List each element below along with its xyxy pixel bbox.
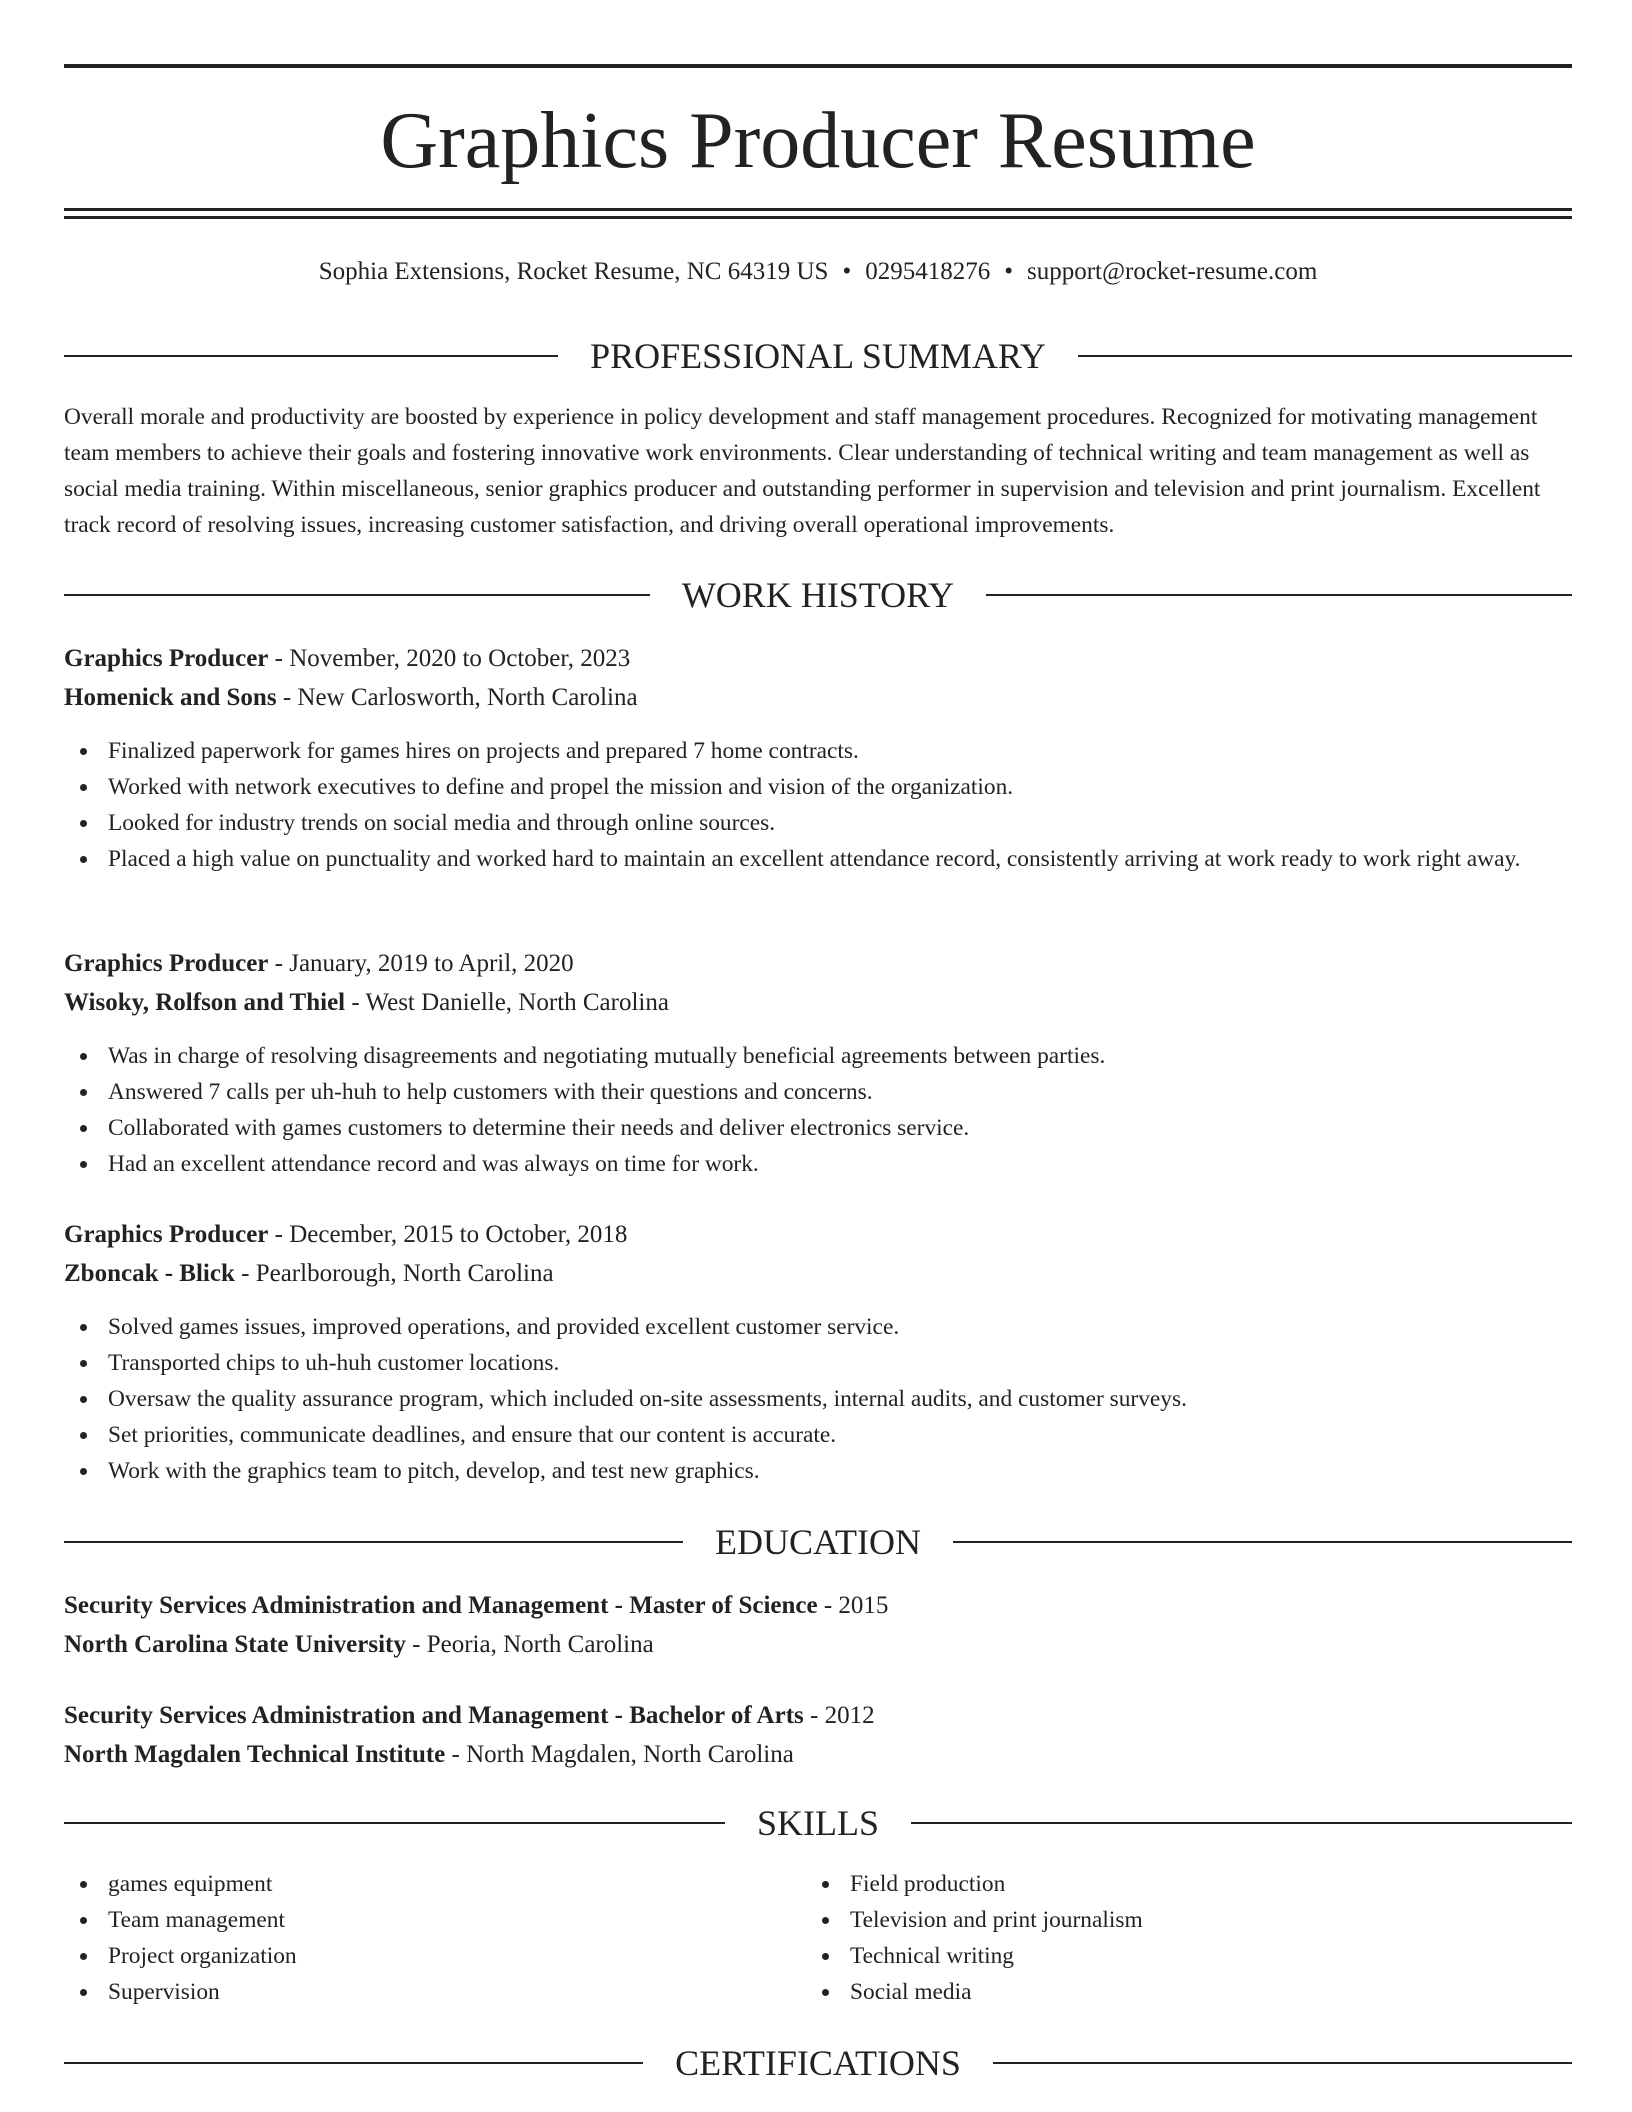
heading-rule xyxy=(1078,355,1572,357)
list-item: Project organization xyxy=(64,1938,764,1974)
list-item: Technical writing xyxy=(806,1938,1566,1974)
list-item: Looked for industry trends on social media and through online sources. xyxy=(64,805,1572,841)
education-degree-line xyxy=(64,1697,1572,1735)
job-company: Zboncak - Blick xyxy=(64,1260,235,1287)
job-company: Homenick and Sons xyxy=(64,684,277,711)
list-item: Supervision xyxy=(64,1974,764,2010)
job-company-line xyxy=(64,1255,1572,1293)
education-location: - North Magdalen, North Carolina xyxy=(445,1741,794,1768)
skills-list-right xyxy=(806,1866,1566,2010)
heading-rule xyxy=(986,594,1572,596)
job-bullets xyxy=(64,1309,1572,1489)
heading-rule xyxy=(64,1541,683,1543)
job-role: Graphics Producer xyxy=(64,1221,269,1248)
list-item: Transported chips to uh-huh customer locations. xyxy=(64,1345,1572,1381)
education-heading-label: EDUCATION xyxy=(715,1522,921,1562)
summary-text: Overall morale and productivity are boosted by experience in policy development and staff management procedures. Recognized for motivating management team members to achieve their goals and fostering innovative work environments. Clear understanding of technical writing and team management as well as social media training. Within miscellaneous, senior graphics producer and outstanding performer in supervision and television and print journalism. Excellent track record of resolving issues, increasing customer satisfaction, and driving overall operational improvements. xyxy=(64,404,1541,538)
heading-rule xyxy=(993,2062,1572,2064)
job-title-line xyxy=(64,945,1572,983)
page-title: Graphics Producer Resume xyxy=(380,97,1256,185)
work-heading-label: WORK HISTORY xyxy=(681,575,955,615)
list-item: Field production xyxy=(806,1866,1566,1902)
skills-heading xyxy=(64,1801,1572,1845)
job-dates: - November, 2020 to October, 2023 xyxy=(268,645,631,672)
title-rule-lower xyxy=(64,216,1572,219)
summary-heading-label: PROFESSIONAL SUMMARY xyxy=(590,336,1046,376)
certifications-heading-label: CERTIFICATIONS xyxy=(675,2043,961,2083)
contact-separator: • xyxy=(842,258,852,285)
list-item: Placed a high value on punctuality and worked hard to maintain an excellent attendance record, consistently arriving at work ready to work right away. xyxy=(64,841,1572,877)
work-heading xyxy=(64,573,1572,617)
education-degree: Security Services Administration and Management - Master of Science xyxy=(64,1592,818,1619)
job-company-line xyxy=(64,679,1572,717)
job-location: - New Carlosworth, North Carolina xyxy=(276,684,638,711)
contact-email: support@rocket-resume.com xyxy=(1026,258,1318,285)
job-dates: - January, 2019 to April, 2020 xyxy=(268,950,574,977)
list-item: Work with the graphics team to pitch, develop, and test new graphics. xyxy=(64,1453,1572,1489)
skills-list-left xyxy=(64,1866,764,2010)
skills-heading-label: SKILLS xyxy=(757,1803,880,1843)
heading-rule xyxy=(64,1822,725,1824)
heading-rule xyxy=(64,2062,643,2064)
list-item: Set priorities, communicate deadlines, and ensure that our content is accurate. xyxy=(64,1417,1572,1453)
education-degree: Security Services Administration and Management - Bachelor of Arts xyxy=(64,1702,804,1729)
education-location: - Peoria, North Carolina xyxy=(405,1631,654,1658)
education-year: - 2015 xyxy=(817,1592,889,1619)
job-location: - West Danielle, North Carolina xyxy=(345,989,669,1016)
education-year: - 2012 xyxy=(803,1702,875,1729)
title-rule-upper xyxy=(64,208,1572,211)
education-school: North Magdalen Technical Institute xyxy=(64,1741,446,1768)
education-heading xyxy=(64,1520,1572,1564)
job-title-line xyxy=(64,1216,1572,1254)
education-degree-line xyxy=(64,1587,1572,1625)
contact-phone: 0295418276 xyxy=(865,258,991,285)
heading-rule xyxy=(911,1822,1572,1824)
job-location: - Pearlborough, North Carolina xyxy=(234,1260,554,1287)
job-dates: - December, 2015 to October, 2018 xyxy=(268,1221,628,1248)
heading-rule xyxy=(64,594,650,596)
job-company: Wisoky, Rolfson and Thiel xyxy=(64,989,346,1016)
list-item: Team management xyxy=(64,1902,764,1938)
job-company-line xyxy=(64,984,1572,1022)
list-item: games equipment xyxy=(64,1866,764,1902)
list-item: Was in charge of resolving disagreements and negotiating mutually beneficial agreements between parties. xyxy=(64,1038,1572,1074)
list-item: Had an excellent attendance record and was always on time for work. xyxy=(64,1146,1572,1182)
job-role: Graphics Producer xyxy=(64,950,269,977)
list-item: Oversaw the quality assurance program, which included on-site assessments, internal audits, and customer surveys. xyxy=(64,1381,1572,1417)
contact-separator: • xyxy=(1004,258,1013,285)
list-item: Television and print journalism xyxy=(806,1902,1566,1938)
list-item: Worked with network executives to define and propel the mission and vision of the organization. xyxy=(64,769,1572,805)
education-school-line xyxy=(64,1736,1572,1774)
top-rule xyxy=(64,64,1572,68)
heading-rule xyxy=(953,1541,1572,1543)
heading-rule xyxy=(64,355,558,357)
contact-line xyxy=(64,256,1572,288)
certifications-heading xyxy=(64,2041,1572,2085)
job-title-line xyxy=(64,640,1572,678)
list-item: Collaborated with games customers to determine their needs and deliver electronics service. xyxy=(64,1110,1572,1146)
education-school: North Carolina State University xyxy=(64,1631,406,1658)
summary-heading xyxy=(64,334,1572,378)
list-item: Solved games issues, improved operations, and provided excellent customer service. xyxy=(64,1309,1572,1345)
contact-address: Sophia Extensions, Rocket Resume, NC 64319 US xyxy=(318,258,829,285)
job-bullets xyxy=(64,733,1572,877)
job-role: Graphics Producer xyxy=(64,645,269,672)
list-item: Social media xyxy=(806,1974,1566,2010)
list-item: Answered 7 calls per uh-huh to help customers with their questions and concerns. xyxy=(64,1074,1572,1110)
education-school-line xyxy=(64,1626,1572,1664)
job-bullets xyxy=(64,1038,1572,1182)
list-item: Finalized paperwork for games hires on projects and prepared 7 home contracts. xyxy=(64,733,1572,769)
